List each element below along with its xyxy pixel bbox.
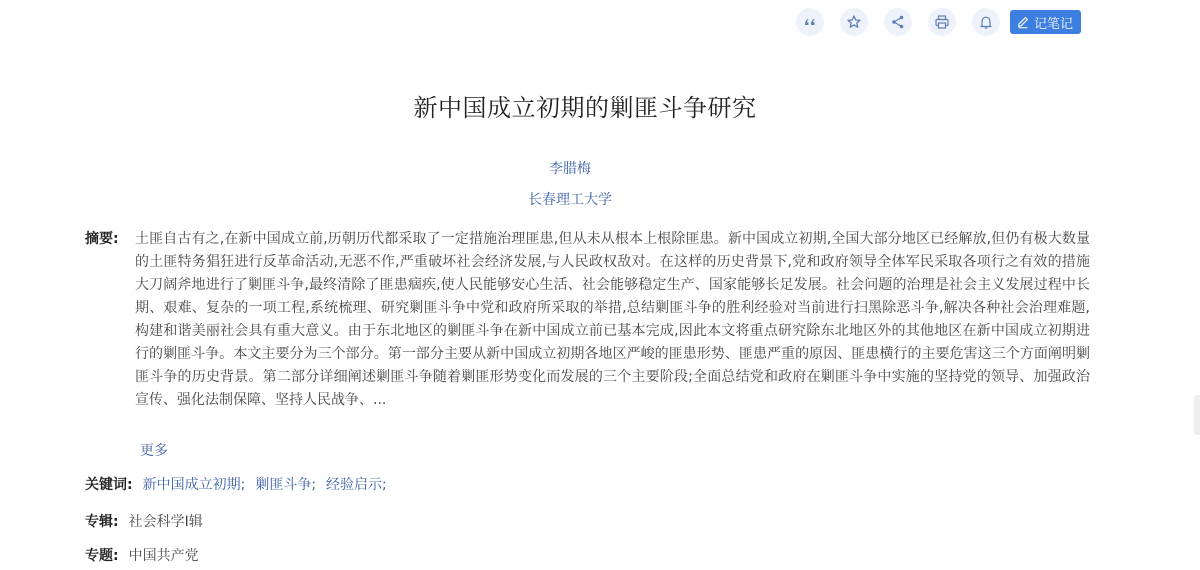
collection-row <box>85 511 203 531</box>
print-icon <box>934 14 950 30</box>
topic-row <box>85 545 199 565</box>
bell-icon <box>978 14 994 30</box>
topic-value: 中国共产党 <box>128 548 199 564</box>
keywords-row <box>85 474 397 494</box>
collection-value: 社会科学Ⅰ辑 <box>128 514 203 530</box>
cite-button[interactable] <box>796 8 824 36</box>
author-link[interactable]: 李腊梅 <box>549 161 591 177</box>
take-note-button[interactable] <box>1010 10 1081 34</box>
pencil-icon <box>1016 15 1030 29</box>
star-icon <box>846 14 862 30</box>
quote-icon <box>802 14 818 30</box>
article-toolbar <box>796 8 1081 36</box>
subscribe-button[interactable] <box>972 8 1000 36</box>
take-note-label: 记笔记 <box>1034 16 1074 32</box>
abstract-text: 土匪自古有之,在新中国成立前,历朝历代都采取了一定措施治理匪患,但从未从根本上根除匪患。新中国成立初期,全国大部分地区已经解放,但仍有极大数量的土匪特务猖狂进行反革命活动,无恶不作,严重破坏社会经济发展,与人民政权敌对。在这样的历史背景下,党和政府领导全体军民采取各项行之有效的措施大刀阔斧地进行了剿匪斗争,最终清除了匪患痼疾,使人民能够安心生活、社会能够稳定生产、国家能够长足发展。社会问题的治理是社会主义发展过程中长期、艰难、复杂的一项工程,系统梳理、研究剿匪斗争中党和政府所采取的举措,总结剿匪斗争的胜利经验对当前进行扫黑除恶斗争,解决各种社会治理难题,构建和谐美丽社会具有重大意义。由于东北地区的剿匪斗争在新中国成立前已基本完成,因此本文将重点研究除东北地区外的其他地区在新中国成立初期进行的剿匪斗争。本文主要分为三个部分。第一部分主要从新中国成立初期各地区严峻的匪患形势、匪患严重的原因、匪患横行的主要危害这三个方面阐明剿匪斗争的历史背景。第二部分详细阐述剿匪斗争随着剿匪形势变化而发展的三个主要阶段;全面总结党和政府在剿匪斗争中实施的坚持党的领导、加强政治宣传、强化法制保障、坚持人民战争、... <box>135 231 1090 408</box>
keywords-label: 关键词: <box>85 477 133 493</box>
side-scroll-handle[interactable] <box>1194 395 1200 435</box>
share-icon <box>890 14 906 30</box>
institution-link[interactable]: 长春理工大学 <box>528 192 612 208</box>
keyword-link[interactable]: 新中国成立初期; <box>142 477 246 493</box>
collection-label: 专辑: <box>85 514 119 530</box>
favorite-button[interactable] <box>840 8 868 36</box>
abstract-label: 摘要: <box>85 231 119 247</box>
topic-label: 专题: <box>85 548 119 564</box>
keyword-link[interactable]: 经验启示; <box>326 477 387 493</box>
article-title: 新中国成立初期的剿匪斗争研究 <box>413 94 757 122</box>
abstract-more-link[interactable]: 更多 <box>140 443 168 459</box>
share-button[interactable] <box>884 8 912 36</box>
keyword-link[interactable]: 剿匪斗争; <box>255 477 317 493</box>
print-button[interactable] <box>928 8 956 36</box>
